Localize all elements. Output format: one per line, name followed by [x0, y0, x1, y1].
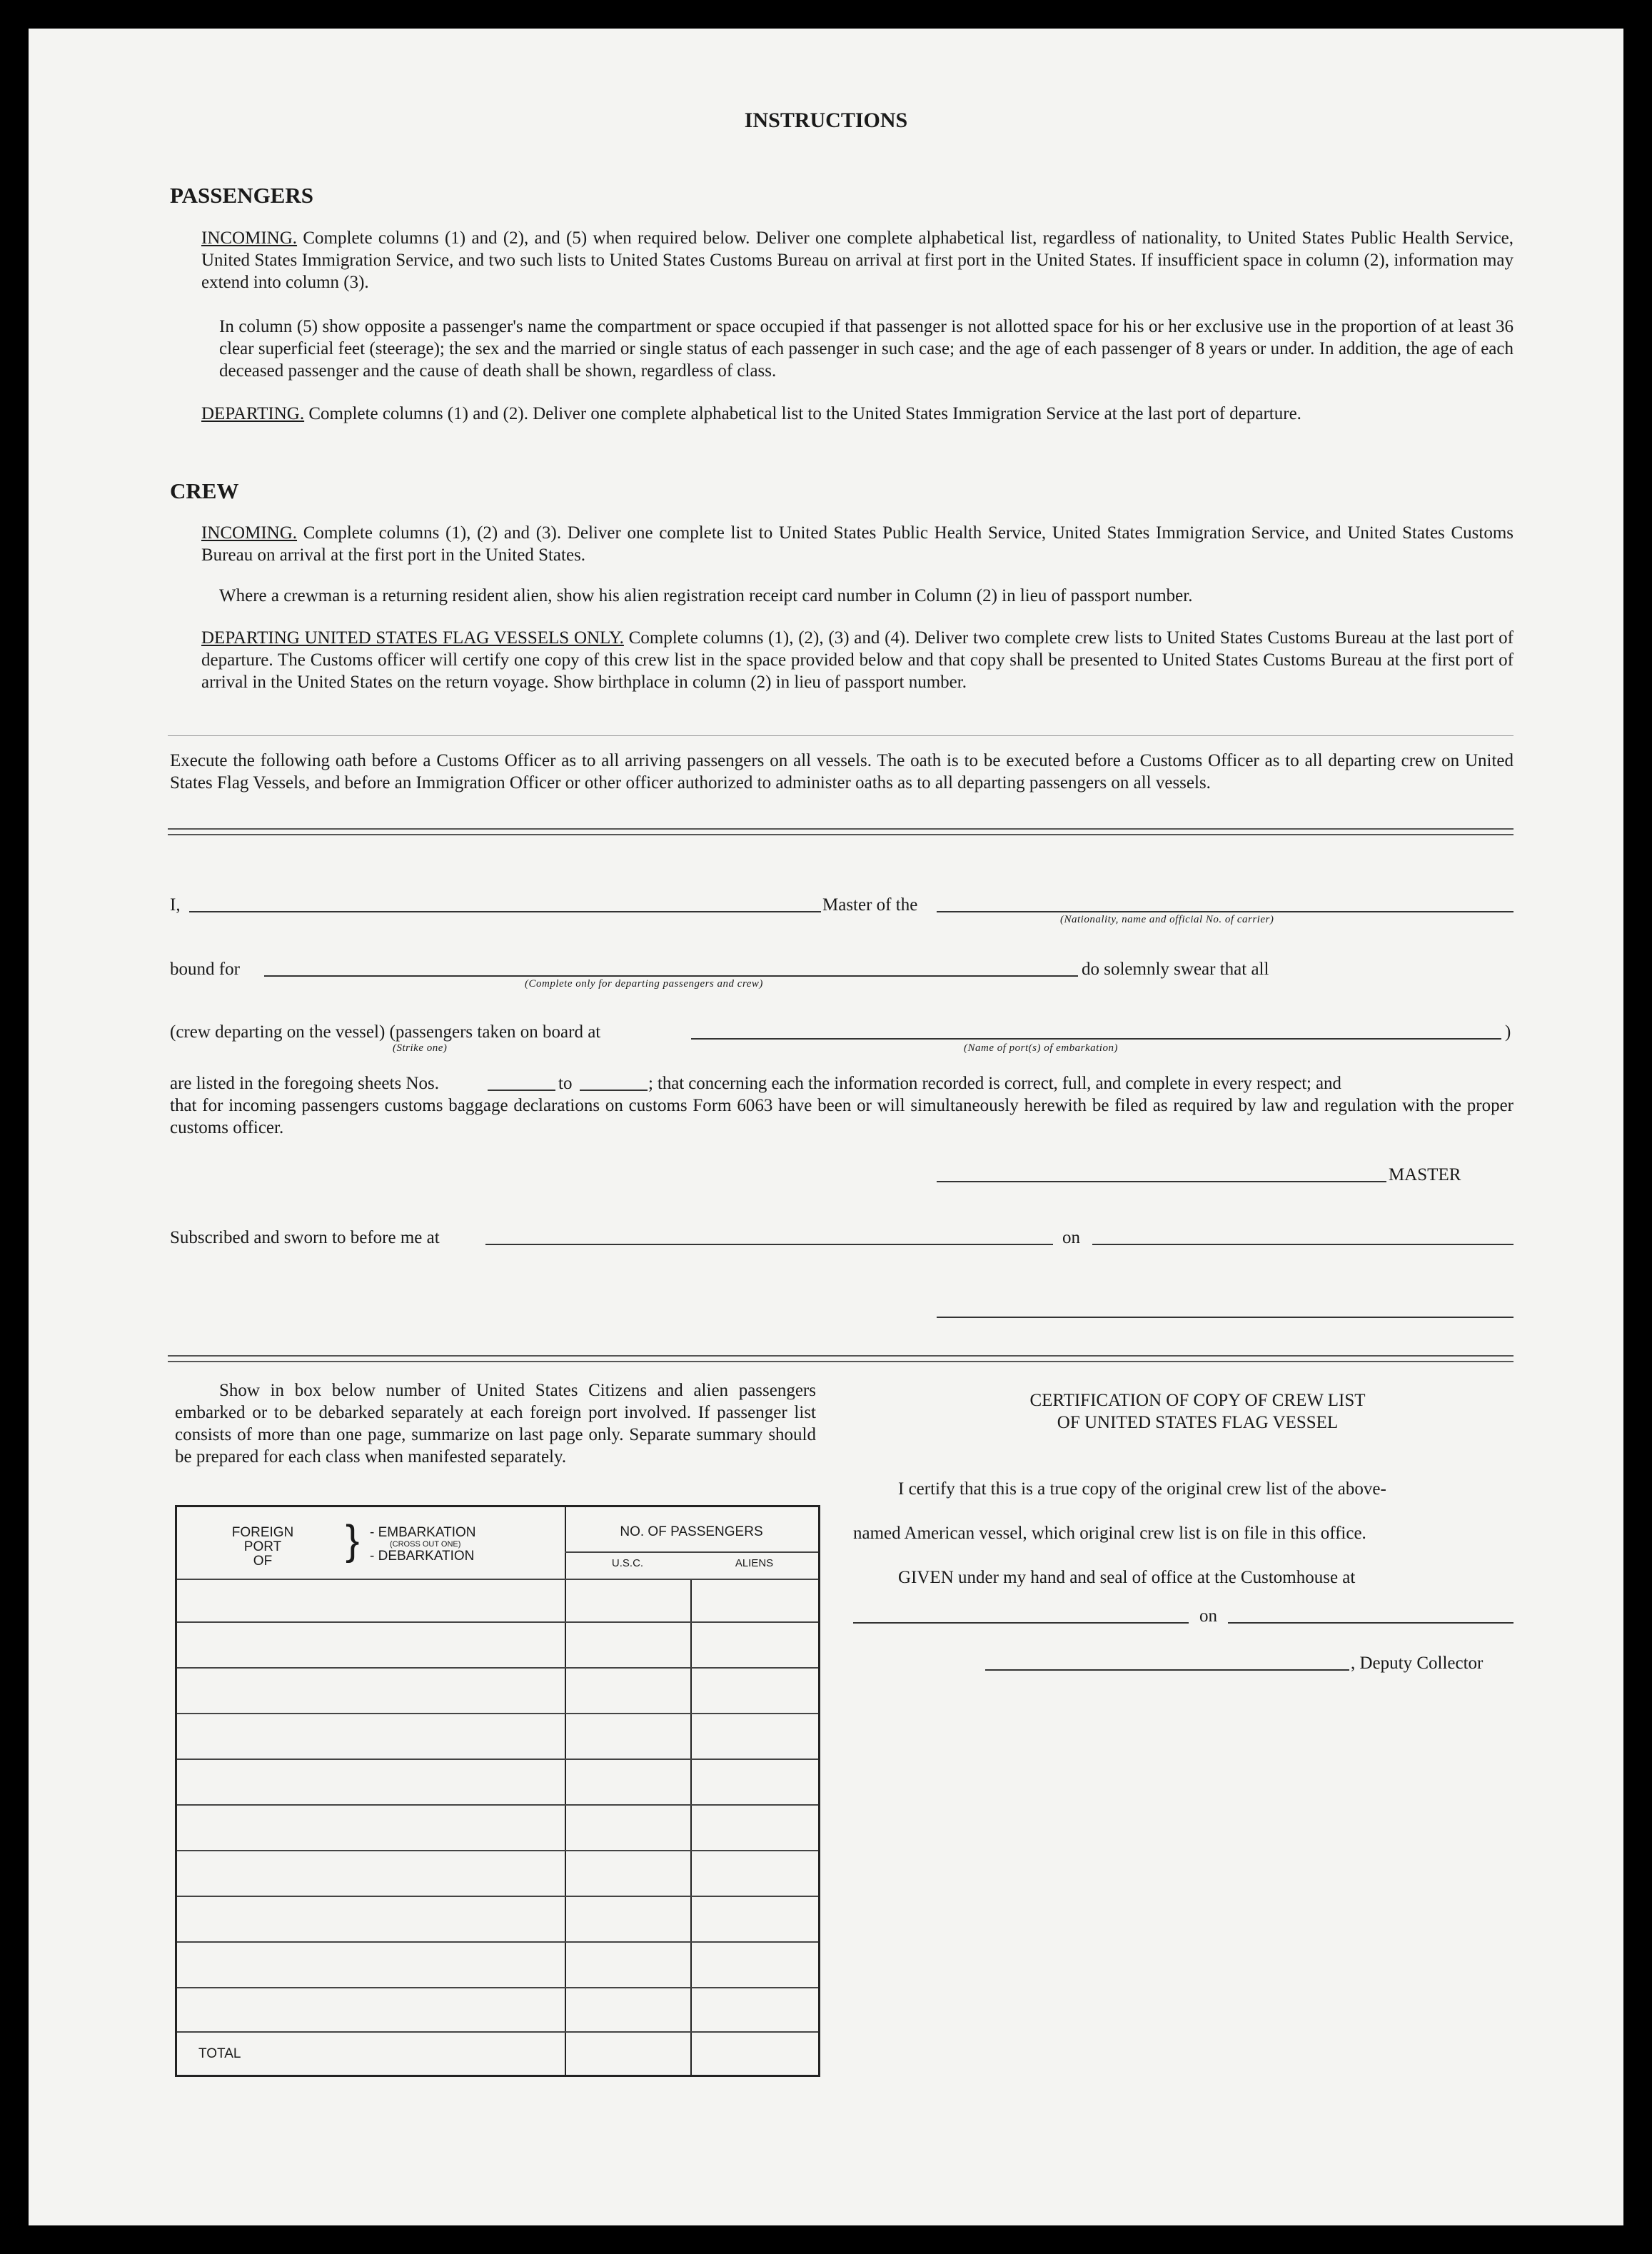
certification-line-1: I certify that this is a true copy of the original crew list of the above-	[898, 1479, 1386, 1499]
page-title: INSTRUCTIONS	[744, 109, 908, 132]
listed-text-2: that for incoming passengers customs baggage declarations on customs Form 6063 have been or will simultaneously herewith be filed as required by law and regulation with the proper customs officer.	[170, 1096, 1514, 1137]
passengers-incoming-text: Complete columns (1) and (2), and (5) when required below. Deliver one complete alphabetical list, regardless of nationality, to United States Public Health Service, United States Immigration Service, and two such lists to United States Customs Bureau on arrival at first port in the United States. If insufficient space in column (2), information may extend into column (3).	[201, 228, 1514, 292]
passengers-column5-paragraph: In column (5) show opposite a passenger's name the compartment or space occupied if that passenger is not allotted space for his or her exclusive use in the proportion of at least 36 clear superficial feet (steerage); the sex and the married or single status of each passenger in such case; and the age of each passenger of 8 years or under. In addition, the age of each deceased passenger and the cause of death shall be shown, regardless of class.	[219, 317, 1514, 381]
table-row-rule	[177, 1621, 818, 1623]
table-row-rule	[177, 1759, 818, 1760]
usc-header: U.S.C.	[611, 1557, 644, 1569]
certification-date-field[interactable]	[1228, 1622, 1514, 1624]
carrier-caption: (Nationality, name and official No. of carrier)	[1060, 914, 1274, 925]
divider-line	[168, 735, 1514, 736]
double-rule-bottom	[168, 1355, 1514, 1362]
listed-sheets-label: are listed in the foregoing sheets Nos.	[170, 1074, 439, 1093]
embarkation-header	[370, 1526, 476, 1564]
deputy-collector-label: , Deputy Collector	[1351, 1654, 1484, 1673]
crew-departing-label: DEPARTING UNITED STATES FLAG VESSELS ONLY.	[201, 628, 624, 648]
oath-i-label: I,	[170, 895, 181, 915]
deputy-signature-field[interactable]	[985, 1669, 1349, 1671]
table-header-rule-mid	[565, 1551, 818, 1553]
listed-to-label: to	[558, 1074, 573, 1093]
brace-icon: }	[346, 1517, 360, 1564]
customhouse-field[interactable]	[853, 1622, 1189, 1624]
oath-intro-paragraph: Execute the following oath before a Customs Officer as to all arriving passengers on all vessels. The oath is to be executed before a Customs Officer as to all departing crew on United States Flag Vessels, and before an Immigration Officer or other officer authorized to administer oaths as to all departing passengers on all vessels.	[170, 751, 1514, 793]
table-row-rule	[177, 2031, 818, 2033]
total-label: TOTAL	[198, 2046, 241, 2061]
certification-line-3: GIVEN under my hand and seal of office at the Customhouse at	[898, 1568, 1356, 1587]
master-name-field[interactable]	[189, 911, 821, 912]
passengers-incoming-paragraph	[201, 227, 1514, 293]
table-row-rule	[177, 1667, 818, 1669]
table-row-rule	[177, 1850, 818, 1851]
bound-for-label: bound for	[170, 960, 240, 979]
sworn-place-field[interactable]	[485, 1244, 1053, 1245]
strike-caption: (Strike one)	[393, 1042, 448, 1054]
close-paren: )	[1505, 1022, 1511, 1042]
no-passengers-header: NO. OF PASSENGERS	[620, 1524, 763, 1539]
certification-on-label: on	[1199, 1606, 1217, 1626]
debarkation-label: - DEBARKATION	[370, 1549, 475, 1564]
crew-resident-paragraph: Where a crewman is a returning resident alien, show his alien registration receipt card number in Column (2) in lieu of passport number.	[219, 586, 1193, 605]
sworn-on-label: on	[1062, 1228, 1080, 1247]
table-divider-1	[565, 1507, 566, 2075]
sheet-to-field[interactable]	[580, 1090, 648, 1091]
officer-signature-field[interactable]	[937, 1317, 1514, 1318]
embarkation-port-field[interactable]	[691, 1038, 1501, 1040]
sworn-date-field[interactable]	[1092, 1244, 1514, 1245]
passengers-departing-label: DEPARTING.	[201, 404, 305, 423]
crew-incoming-label: INCOMING.	[201, 523, 298, 543]
crew-departing-paragraph	[201, 627, 1514, 693]
master-signature-label: MASTER	[1389, 1165, 1461, 1184]
summary-instructions: Show in box below number of United States Citizens and alien passengers embarked or to be debarked separately at each foreign port involved. If passenger list consists of more than one page, summarize on last page only. Separate summary should be prepared for each class when manifested separately.	[175, 1381, 816, 1466]
crew-departing-text: Complete columns (1), (2), (3) and (4). Deliver two complete crew lists to United States Customs Bureau at the last port of departure. The Customs officer will certify one copy of this crew list in the space provided below and that copy shall be presented to United States Customs Bureau at the first port of arrival in the United States on the return voyage. Show birthplace in column (2) in lieu of passport number.	[201, 628, 1514, 692]
carrier-field[interactable]	[937, 911, 1514, 912]
of-label: OF	[253, 1554, 273, 1569]
table-row-rule	[177, 1804, 818, 1806]
aliens-header: ALIENS	[735, 1557, 774, 1569]
crew-incoming-text: Complete columns (1), (2) and (3). Deliver one complete list to United States Public Health Service, United States Immigration Service, and United States Customs Bureau on arrival at the first port in the United States.	[201, 523, 1514, 565]
table-header-rule-right	[565, 1579, 818, 1580]
table-row-rule	[177, 1987, 818, 1988]
certification-title-1: CERTIFICATION OF COPY OF CREW LIST	[1029, 1391, 1366, 1410]
embarkation-label: - EMBARKATION	[370, 1525, 476, 1540]
double-rule-top	[168, 828, 1514, 835]
passengers-departing-text: Complete columns (1) and (2). Deliver one complete alphabetical list to the United States Immigration Service at the last port of departure.	[308, 404, 1301, 423]
subscribed-label: Subscribed and sworn to before me at	[170, 1228, 440, 1247]
table-divider-2	[690, 1579, 692, 2075]
certification-line-2: named American vessel, which original crew list is on file in this office.	[853, 1524, 1366, 1543]
passengers-departing-paragraph	[201, 403, 1514, 425]
bound-for-field[interactable]	[264, 975, 1078, 977]
foreign-label: FOREIGN	[231, 1525, 294, 1540]
foreign-port-header	[220, 1526, 306, 1569]
passenger-summary-table	[175, 1505, 820, 2077]
swear-label: do solemnly swear that all	[1082, 960, 1269, 979]
table-row-rule	[177, 1896, 818, 1897]
port-caption: (Name of port(s) of embarkation)	[964, 1042, 1118, 1054]
sheet-from-field[interactable]	[488, 1090, 555, 1091]
master-of-label: Master of the	[822, 895, 918, 915]
crew-passenger-option: (crew departing on the vessel) (passengers taken on board at	[170, 1022, 601, 1042]
cross-out-label: (CROSS OUT ONE)	[390, 1540, 461, 1549]
bound-for-caption: (Complete only for departing passengers and crew)	[525, 978, 763, 990]
passengers-incoming-label: INCOMING.	[201, 228, 298, 248]
form-sheet	[29, 29, 1623, 2225]
master-signature-field[interactable]	[937, 1181, 1386, 1182]
crew-heading: CREW	[170, 478, 239, 503]
certification-title-2: OF UNITED STATES FLAG VESSEL	[1057, 1413, 1339, 1432]
crew-incoming-paragraph	[201, 522, 1514, 566]
passengers-heading: PASSENGERS	[170, 183, 313, 208]
listed-text-1: ; that concerning each the information recorded is correct, full, and complete in every respect; and	[648, 1074, 1341, 1093]
table-row-rule	[177, 1713, 818, 1714]
port-label: PORT	[243, 1539, 282, 1554]
table-header-rule-left	[177, 1579, 565, 1580]
table-row-rule	[177, 1941, 818, 1943]
